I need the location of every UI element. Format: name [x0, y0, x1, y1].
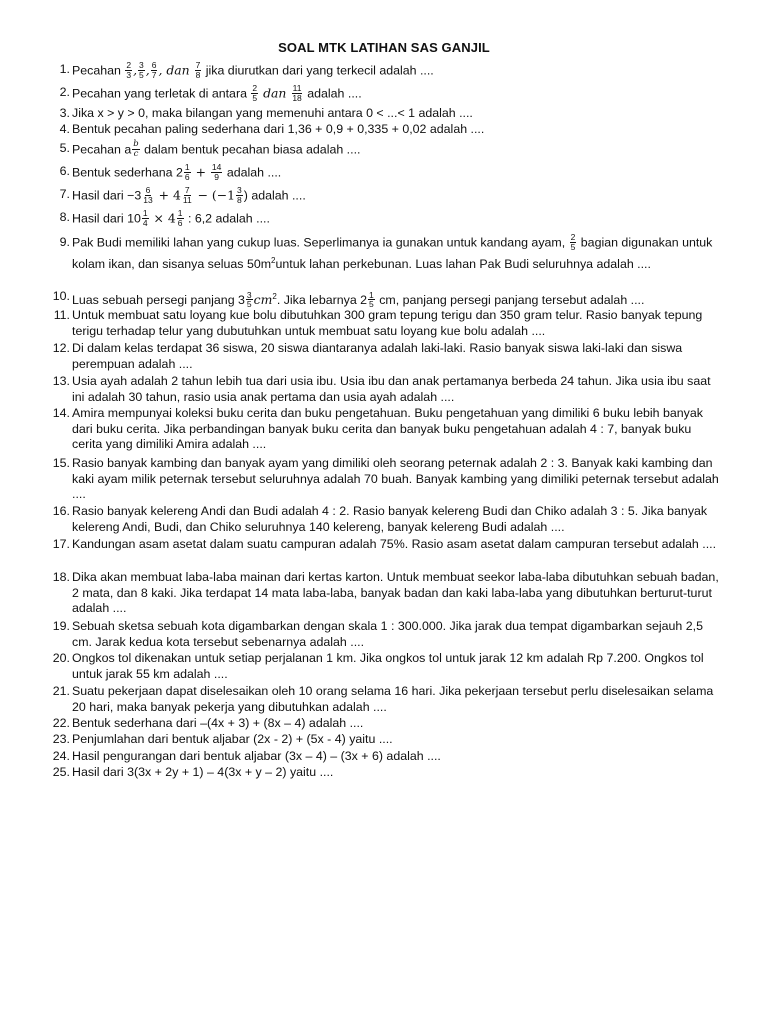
question-text: Bentuk sederhana dari –(4x + 3) + (8x – 4) adalah ....: [72, 716, 364, 730]
fraction: [132, 140, 139, 158]
question-text: ,: [133, 62, 138, 78]
question-number: 3.: [59, 106, 70, 120]
question-text: Penjumlahan dari bentuk aljabar (2x - 2) + (5x - 4) yaitu ....: [72, 732, 393, 746]
question-text: Hasil dari 3(3x + 2y + 1) – 4(3x + y – 2) yaitu ....: [72, 765, 334, 779]
numerator: 11: [292, 83, 302, 93]
numerator: 1: [177, 208, 183, 218]
numerator: 2: [126, 60, 132, 70]
question-9: [59, 232, 722, 274]
question-text: Pecahan: [72, 63, 125, 78]
question-2: [59, 83, 722, 103]
denominator: 6: [177, 217, 183, 228]
question-number: 2.: [59, 85, 70, 99]
question-number: 16.: [52, 504, 70, 518]
question-number: 17.: [52, 537, 70, 551]
fraction: [570, 233, 577, 251]
question-13: [52, 374, 722, 405]
denominator: 6: [184, 171, 190, 182]
superscript: 2: [272, 292, 277, 301]
fraction: [251, 84, 258, 102]
question-17: [52, 537, 722, 553]
numerator: b: [133, 139, 139, 149]
numerator: 14: [211, 162, 222, 172]
numerator: 1: [184, 162, 190, 172]
denominator: 13: [143, 194, 153, 205]
question-5: [59, 139, 722, 159]
numerator: 2: [252, 83, 258, 93]
question-text: ) adalah ....: [243, 188, 306, 203]
question-text: Pecahan yang terletak di antara: [72, 86, 251, 101]
question-14: [52, 406, 722, 453]
numerator: 6: [151, 60, 157, 70]
question-21: [52, 684, 722, 715]
fraction: [368, 291, 375, 309]
question-12: [52, 341, 722, 372]
question-number: 5.: [59, 141, 70, 155]
denominator: 5: [246, 299, 252, 310]
document-title: SOAL MTK LATIHAN SAS GANJIL: [278, 40, 490, 55]
question-number: 20.: [52, 651, 70, 665]
numerator: 3: [237, 185, 242, 195]
fraction: [236, 186, 243, 204]
question-number: 18.: [52, 570, 70, 584]
fraction: [291, 84, 302, 102]
question-3: [59, 106, 722, 122]
denominator: 18: [292, 92, 302, 103]
numerator: 3: [246, 289, 252, 300]
denominator: 3: [126, 69, 132, 80]
question-18: [52, 570, 722, 617]
question-text: dalam bentuk pecahan biasa adalah ....: [140, 142, 361, 157]
question-text: Amira mempunyai koleksi buku cerita dan buku pengetahuan. Buku pengetahuan yang dimiliki 6 buku lebih banyak dari buku cerita. Jika perbandingan banyak buku cerita dan banyak buku pengetahuan adalah 4 : 7, banyak buku cerita yang dimiliki Amira adalah ....: [72, 406, 703, 451]
question-25: [52, 765, 722, 781]
question-text: Bentuk sederhana 2: [72, 165, 183, 180]
question-7: [59, 185, 722, 205]
question-24: [52, 749, 722, 765]
denominator: c: [133, 148, 139, 159]
numerator: 1: [369, 289, 374, 300]
question-number: 25.: [52, 765, 70, 779]
question-number: 10.: [52, 289, 70, 303]
numerator: 3: [139, 60, 144, 70]
question-text: Rasio banyak kambing dan banyak ayam yang dimiliki oleh seorang peternak adalah 2 : 3. Banyak kaki kambing dan kaki ayam milik peternak tersebut seluruhnya adalah 70 buah. Banyak kambing yang dimiliki peternak tersebut adalah ....: [72, 456, 719, 501]
question-text: adalah ....: [223, 165, 282, 180]
question-text: cm, panjang persegi panjang tersebut adalah ....: [375, 293, 645, 308]
denominator: 5: [139, 69, 144, 80]
question-number: 24.: [52, 749, 70, 763]
fraction: [138, 61, 145, 79]
fraction: [246, 291, 253, 309]
question-text: ,: [145, 62, 150, 78]
question-number: 22.: [52, 716, 70, 730]
question-10: [52, 289, 722, 310]
question-text: adalah ....: [303, 86, 362, 101]
question-text: × 4: [149, 210, 176, 226]
question-text: untuk lahan perkebunan. Luas lahan Pak Budi seluruhnya adalah ....: [275, 257, 651, 272]
question-text: Bentuk pecahan paling sederhana dari 1,36 + 0,9 + 0,335 + 0,02 adalah ....: [72, 122, 485, 136]
denominator: 11: [182, 194, 192, 205]
question-text: Ongkos tol dikenakan untuk setiap perjalanan 1 km. Jika ongkos tol untuk jarak 12 km adalah Rp 7.200. Ongkos tol untuk jarak 55 km adalah ....: [72, 651, 704, 681]
question-text: Di dalam kelas terdapat 36 siswa, 20 siswa diantaranya adalah laki-laki. Rasio banyak siswa laki-laki dan siswa perempuan adalah ....: [72, 341, 683, 371]
denominator: 4: [142, 217, 148, 228]
question-text: − (−1: [193, 187, 236, 203]
question-8: [59, 208, 722, 228]
question-text: . Jika lebarnya 2: [276, 293, 368, 308]
question-number: 4.: [59, 122, 70, 136]
question-text: Sebuah sketsa sebuah kota digambarkan dengan skala 1 : 300.000. Jika jarak dua tempat digambarkan sejauh 2,5 cm. Jarak kedua kota tersebut sebenarnya adalah ....: [72, 619, 703, 649]
question-text: Rasio banyak kelereng Andi dan Budi adalah 4 : 2. Rasio banyak kelereng Budi dan Chiko adalah 3 : 5. Jika banyak kelereng Andi, Budi, dan Chiko seluruhnya 140 kelereng, banyak kelereng Budi adalah ....: [72, 504, 708, 534]
question-text: , dan: [158, 62, 194, 78]
question-15: [52, 456, 722, 503]
fraction: [142, 209, 149, 227]
question-text: Luas sebuah persegi panjang 3: [72, 293, 245, 308]
fraction: [177, 209, 184, 227]
question-23: [52, 732, 722, 748]
question-6: [59, 162, 722, 182]
question-11: [53, 308, 722, 339]
question-4: [59, 122, 722, 138]
question-text: Jika x > y > 0, maka bilangan yang memenuhi antara 0 < ...< 1 adalah ....: [72, 106, 473, 120]
question-22: [52, 716, 722, 732]
numerator: 7: [184, 185, 190, 195]
question-text: Hasil dari −3: [72, 188, 142, 203]
question-text: : 6,2 adalah ....: [184, 211, 270, 226]
question-text: Hasil dari 10: [72, 211, 141, 226]
question-number: 19.: [52, 619, 70, 633]
question-number: 13.: [52, 374, 70, 388]
question-text: +: [191, 164, 210, 180]
fraction: [142, 186, 153, 204]
question-number: 15.: [52, 456, 70, 470]
question-number: 7.: [59, 187, 70, 201]
numerator: 2: [570, 232, 576, 242]
question-number: 6.: [59, 164, 70, 178]
denominator: 5: [570, 241, 576, 252]
question-text: jika diurutkan dari yang terkecil adalah ....: [202, 63, 434, 78]
denominator: 8: [195, 69, 201, 80]
numerator: 1: [142, 208, 148, 218]
question-text: Suatu pekerjaan dapat diselesaikan oleh 10 orang selama 16 hari. Jika pekerjaan tersebut perlu diselesaikan selama 20 hari, maka banyak pekerja yang dibutuhkan adalah ....: [72, 684, 714, 714]
fraction: [211, 163, 222, 181]
denominator: 5: [369, 299, 374, 310]
question-16: [52, 504, 722, 535]
numerator: 6: [145, 185, 151, 195]
question-text: Hasil pengurangan dari bentuk aljabar (3x – 4) – (3x + 6) adalah ....: [72, 749, 441, 763]
numerator: 7: [195, 60, 201, 70]
question-text: + 4: [154, 187, 181, 203]
question-text: Usia ayah adalah 2 tahun lebih tua dari usia ibu. Usia ibu dan anak pertamanya berbeda 24 tahun. Jika usia ibu saat ini adalah 30 tahun, rasio usia anak pertama dan usia ayah adalah ....: [72, 374, 711, 404]
denominator: 8: [237, 194, 242, 205]
superscript: 2: [271, 256, 276, 265]
denominator: 5: [252, 92, 258, 103]
question-text: Untuk membuat satu loyang kue bolu dibutuhkan 300 gram tepung terigu dan 350 gram telur. Rasio banyak tepung terigu terhadap telur yang dubutuhkan untuk membuat satu loyang kue bolu adalah ....: [72, 308, 703, 338]
question-19: [52, 619, 722, 650]
question-number: 11.: [53, 308, 70, 322]
question-text: bagian digunakan untuk kolam ikan, dan sisanya seluas 50m: [72, 235, 713, 272]
question-text: cm: [253, 292, 273, 308]
question-number: 21.: [52, 684, 70, 698]
denominator: 9: [214, 171, 220, 182]
question-number: 14.: [52, 406, 70, 420]
question-text: dan: [259, 85, 291, 101]
question-number: 12.: [52, 341, 70, 355]
question-1: [59, 60, 722, 80]
question-number: 8.: [59, 210, 70, 224]
question-20: [52, 651, 722, 682]
question-text: Dika akan membuat laba-laba mainan dari kertas karton. Untuk membuat seekor laba-laba dibutuhkan sebuah badan, 2 mata, dan 8 kaki. Jika terdapat 14 mata laba-laba, banyak badan dan kaki laba-laba yang dibutuhkan berturut-turut adalah ....: [72, 570, 719, 615]
fraction: [195, 61, 202, 79]
question-number: 1.: [59, 62, 70, 76]
question-text: Pecahan a: [72, 142, 132, 157]
question-text: Kandungan asam asetat dalam suatu campuran adalah 75%. Rasio asam asetat dalam campuran tersebut adalah ....: [72, 537, 717, 551]
question-number: 9.: [59, 235, 70, 249]
fraction: [184, 163, 191, 181]
fraction: [125, 61, 132, 79]
fraction: [151, 61, 158, 79]
fraction: [182, 186, 193, 204]
question-number: 23.: [52, 732, 70, 746]
question-text: Pak Budi memiliki lahan yang cukup luas. Seperlimanya ia gunakan untuk kandang ayam,: [72, 235, 569, 250]
denominator: 7: [151, 69, 157, 80]
